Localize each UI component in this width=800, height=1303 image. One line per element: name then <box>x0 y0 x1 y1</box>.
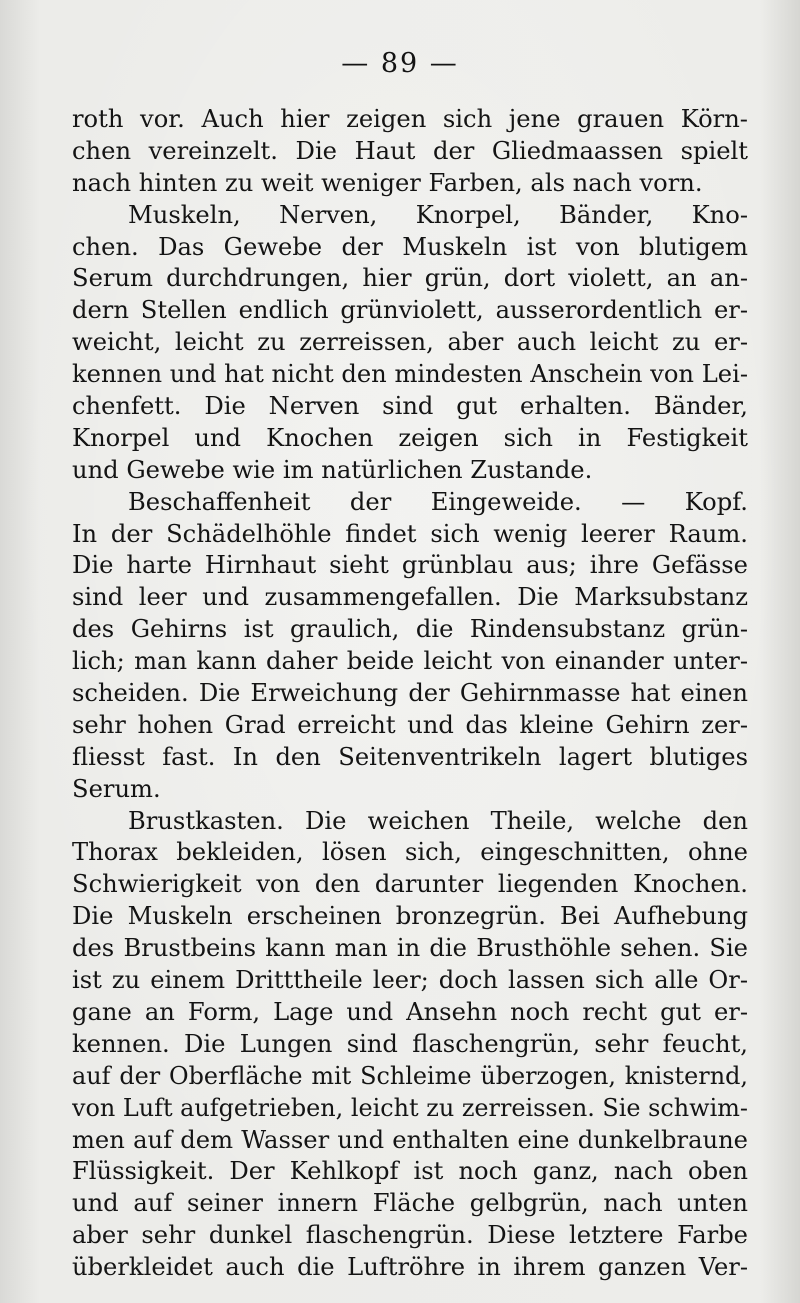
text-line: lich; man kann daher beide leicht von einander unter- <box>72 647 748 676</box>
text-line: Brustkasten. Die weichen Theile, welche den <box>128 806 748 835</box>
text-line: fliesst fast. In den Seitenventrikeln lagert blutiges <box>72 742 748 771</box>
text-line: von Luft aufgetrieben, leicht zu zerreissen. Sie schwim- <box>72 1093 748 1122</box>
page-number: — 89 — <box>341 48 459 79</box>
text-line: und Gewebe wie im natürlichen Zustande. <box>72 455 593 484</box>
text-line: auf der Oberfläche mit Schleime überzogen, knisternd, <box>72 1061 748 1090</box>
text-line: chen. Das Gewebe der Muskeln ist von blutigem <box>72 232 748 261</box>
text-line: roth vor. Auch hier zeigen sich jene grauen Körn- <box>72 105 748 133</box>
text-line: Serum durchdrungen, hier grün, dort violett, an an- <box>72 264 748 293</box>
text-line: sind leer und zusammengefallen. Die Marksubstanz <box>72 583 748 612</box>
text-line: Schwierigkeit von den darunter liegenden Knochen. <box>72 870 748 899</box>
text-line: Die Muskeln erscheinen bronzegrün. Bei Aufhebung <box>72 902 748 931</box>
text-line: weicht, leicht zu zerreissen, aber auch leicht zu er- <box>72 328 748 357</box>
text-line: Muskeln, Nerven, Knorpel, Bänder, Kno- <box>128 200 748 229</box>
text-line: aber sehr dunkel flaschengrün. Diese letztere Farbe <box>72 1221 748 1250</box>
text-line: kennen und hat nicht den mindesten Anschein von Lei- <box>72 360 748 389</box>
text-line: Beschaffenheit der Eingeweide. — Kopf. <box>128 487 748 516</box>
text-line: ist zu einem Dritttheile leer; doch lassen sich alle Or- <box>72 966 748 995</box>
text-line: Thorax bekleiden, lösen sich, eingeschnitten, ohne <box>72 838 748 867</box>
text-line: des Gehirns ist graulich, die Rindensubstanz grün- <box>72 615 748 644</box>
text-line: Serum. <box>72 774 161 803</box>
text-line: überkleidet auch die Luftröhre in ihrem ganzen Ver- <box>72 1253 748 1282</box>
text-line: des Brustbeins kann man in die Brusthöhle sehen. Sie <box>72 934 748 963</box>
text-line: sehr hohen Grad erreicht und das kleine Gehirn zer- <box>72 710 748 739</box>
text-line: Flüssigkeit. Der Kehlkopf ist noch ganz, nach oben <box>72 1157 748 1186</box>
text-line: In der Schädelhöhle findet sich wenig leerer Raum. <box>72 519 748 548</box>
text-line: Die harte Hirnhaut sieht grünblau aus; ihre Gefässe <box>72 551 748 580</box>
text-line: chenfett. Die Nerven sind gut erhalten. Bänder, <box>72 392 748 421</box>
text-line: men auf dem Wasser und enthalten eine dunkelbraune <box>72 1125 748 1154</box>
text-line: gane an Form, Lage und Ansehn noch recht gut er- <box>72 997 748 1026</box>
text-line: scheiden. Die Erweichung der Gehirnmasse hat einen <box>72 679 748 708</box>
text-line: kennen. Die Lungen sind flaschengrün, sehr feucht, <box>72 1029 748 1058</box>
text-line: und auf seiner innern Fläche gelbgrün, nach unten <box>72 1189 748 1218</box>
text-line: nach hinten zu weit weniger Farben, als nach vorn. <box>72 168 703 197</box>
text-line: Knorpel und Knochen zeigen sich in Festigkeit <box>72 423 748 452</box>
body-text <box>72 104 748 1284</box>
text-line: dern Stellen endlich grünviolett, ausserordentlich er- <box>72 296 748 325</box>
text-line: chen vereinzelt. Die Haut der Gliedmaassen spielt <box>72 136 748 165</box>
